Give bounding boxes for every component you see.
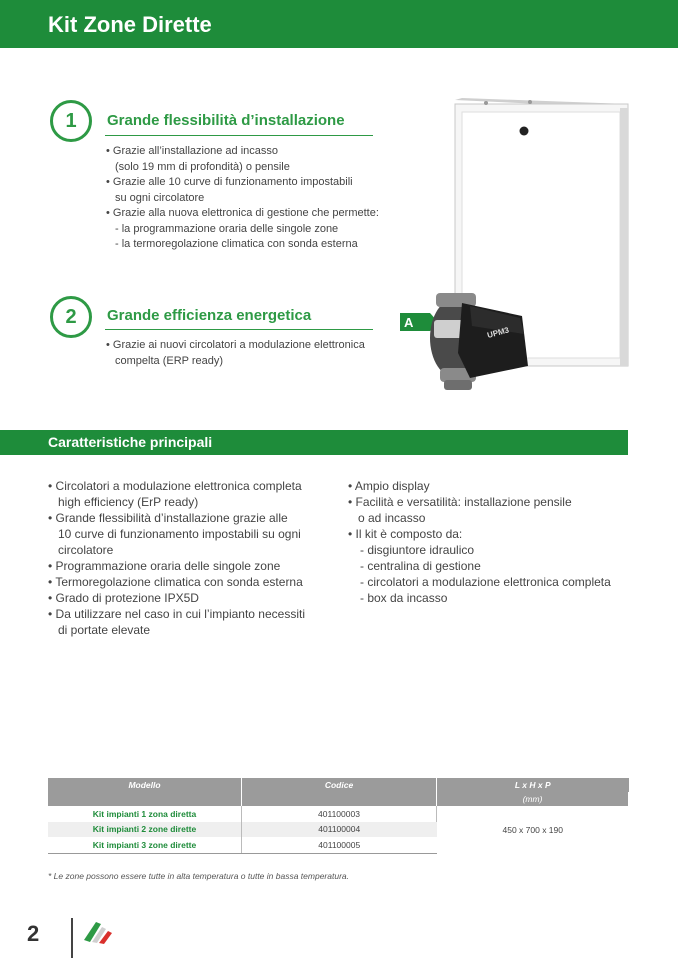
feature-list-1 [106,144,379,253]
svg-text:UPM3: UPM3 [486,325,510,340]
feature-number-1: 1 [50,100,92,142]
list-item: - la termoregolazione climatica con sonda esterna [115,238,358,250]
feature-list-2 [106,338,365,369]
characteristics-left-list [48,478,305,638]
list-item: - disgiuntore idraulico [360,543,475,557]
unit-cell: (mm) [437,792,629,806]
section-title: Caratteristiche principali [48,434,213,450]
dimensions-cell: 450 x 700 x 190 [437,806,629,853]
feature-title-1: Grande flessibilità d’installazione [107,112,345,129]
brand-logo-icon [82,918,114,944]
list-item: - centralina di gestione [360,559,481,573]
feature-divider-2 [105,329,373,330]
list-item: circolatore [58,543,114,557]
column-header-model: Modello [48,778,242,792]
model-cell: Kit impianti 3 zone dirette [48,837,242,853]
feature-number-2: 2 [50,296,92,338]
footer-divider [71,918,73,958]
list-item: (solo 19 mm di profondità) o pensile [115,160,290,173]
list-item: - box da incasso [360,591,448,605]
code-cell: 401100004 [242,822,437,838]
model-cell: Kit impianti 1 zona diretta [48,806,242,822]
table-row [48,806,629,822]
list-item: - la programmazione oraria delle singole zone [115,222,339,235]
list-item: - circolatori a modulazione elettronica completa [360,575,611,589]
code-cell: 401100005 [242,837,437,853]
list-item: high efficiency (ErP ready) [58,495,199,509]
unit-cell-empty [48,792,242,806]
list-item: • Programmazione oraria delle singole zone [48,559,281,573]
page-title: Kit Zone Dirette [48,12,212,37]
characteristics-right-list [348,478,611,606]
list-item: • Grazie all’installazione ad incasso [106,145,278,157]
product-illustration [400,98,640,408]
list-item: • Grazie ai nuovi circolatori a modulazione elettronica [106,339,365,351]
list-item: • Da utilizzare nel caso in cui l’impianto necessiti [48,607,305,621]
code-cell: 401100003 [242,806,437,822]
column-header-dimensions: L x H x P [437,778,629,792]
list-item: • Circolatori a modulazione elettronica completa [48,479,302,493]
column-header-code: Codice [242,778,437,792]
feature-title-2: Grande efficienza energetica [107,307,312,324]
spec-table [48,778,629,854]
list-item: • Grazie alla nuova elettronica di gestione che permette: [106,207,379,219]
unit-cell-empty [242,792,437,806]
model-cell: Kit impianti 2 zone dirette [48,822,242,838]
list-item: • Il kit è composto da: [348,527,463,541]
svg-text:A: A [404,315,414,330]
lock-icon [520,127,529,136]
list-item: o ad incasso [358,511,426,525]
list-item: • Grado di protezione IPX5D [48,591,199,605]
page-number: 2 [27,921,40,946]
list-item: • Ampio display [348,479,430,493]
list-item: compelta (ERP ready) [115,354,224,367]
list-item: • Grande flessibilità d’installazione grazie alle [48,511,288,525]
footnote: * Le zone possono essere tutte in alta temperatura o tutte in bassa temperatura. [48,871,349,881]
list-item: • Grazie alle 10 curve di funzionamento impostabili [106,176,353,188]
feature-divider-1 [105,135,373,136]
list-item: su ogni circolatore [115,191,205,204]
list-item: di portate elevate [58,623,151,637]
list-item: • Facilità e versatilità: installazione pensile [348,495,572,509]
list-item: 10 curve di funzionamento impostabili su ogni [58,527,301,541]
list-item: • Termoregolazione climatica con sonda esterna [48,575,303,589]
